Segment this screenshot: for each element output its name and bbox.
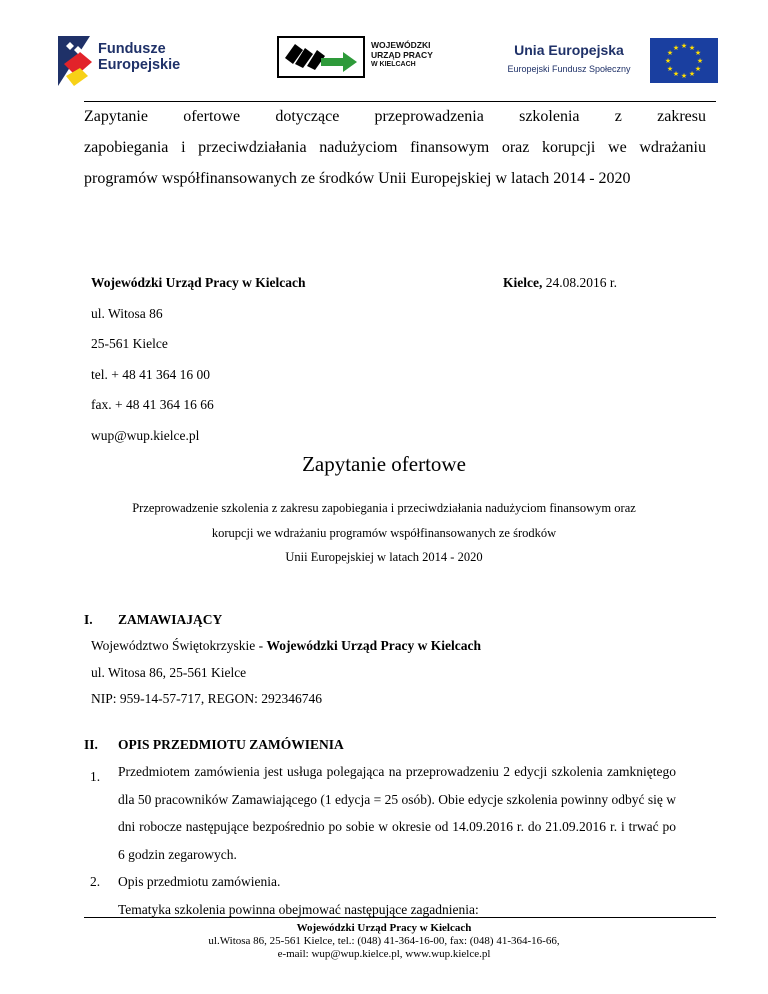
footer-line1: Wojewódzki Urząd Pracy w Kielcach bbox=[296, 922, 472, 934]
item1-text: Przedmiotem zamówienia jest usługa polegająca na przeprowadzeniu 2 edycji szkolenia zamkniętego dla 50 pracowników Zamawiającego (1 edycja = 25 osób). Obie edycje szkolenia powinny odbyć się w dni robocze następujące bezpośrednio po sobie w okresie od 14.09.2016 r. do 21.09.2016 r. i trwać po 6 godzin zegarowych. bbox=[118, 764, 676, 862]
intro-line1: Zapytanie ofertowe dotyczące przeprowadzenia szkolenia z zakresu bbox=[84, 108, 706, 125]
eu-flag-icon bbox=[650, 38, 718, 83]
svg-text:★: ★ bbox=[672, 44, 680, 52]
svg-text:★: ★ bbox=[694, 49, 702, 57]
sender-city: 25-561 Kielce bbox=[91, 336, 168, 351]
svg-text:★: ★ bbox=[680, 42, 688, 50]
fe-logo-line1: Fundusze bbox=[98, 41, 166, 57]
document-title: Zapytanie ofertowe bbox=[302, 452, 466, 476]
footer-line2: ul.Witosa 86, 25-561 Kielce, tel.: (048) 41-364-16-00, fax: (048) 41-364-16-66, bbox=[208, 935, 560, 947]
section1-line1-prefix: Województwo Świętokrzyskie - bbox=[91, 638, 267, 653]
eu-subtitle: Europejski Fundusz Społeczny bbox=[507, 64, 631, 74]
intro-paragraph bbox=[84, 101, 706, 194]
item2-line1: Opis przedmiotu zamówienia. bbox=[118, 874, 281, 889]
document-subtitle bbox=[60, 496, 708, 570]
subtitle-line1: Przeprowadzenie szkolenia z zakresu zapobiegania i przeciwdziałania nadużyciom finansowym oraz bbox=[132, 501, 636, 515]
date-place: Kielce, bbox=[503, 275, 543, 290]
fe-logo-line2: Europejskie bbox=[98, 57, 181, 73]
page-footer bbox=[0, 922, 768, 961]
intro-rest: zapobiegania i przeciwdziałania nadużyciom finansowym oraz korupcji we wdrażaniu programów współfinansowanych ze środków Unii Europejskiej w latach 2014 - 2020 bbox=[84, 139, 706, 187]
svg-text:★: ★ bbox=[666, 65, 674, 73]
eu-logo-text bbox=[488, 42, 650, 75]
wup-logo-line1: WOJEWÓDZKI bbox=[371, 40, 431, 50]
wup-emblem-icon bbox=[277, 36, 365, 86]
document-date bbox=[503, 268, 617, 299]
section2-number: II. bbox=[84, 737, 98, 752]
svg-text:★: ★ bbox=[694, 65, 702, 73]
footer-line3: e-mail: wup@wup.kielce.pl, www.wup.kielce.pl bbox=[277, 948, 491, 960]
svg-text:★: ★ bbox=[680, 72, 688, 80]
sender-tel: tel. + 48 41 364 16 00 bbox=[91, 366, 210, 382]
item1-number: 1. bbox=[90, 769, 101, 784]
svg-text:★: ★ bbox=[688, 44, 696, 52]
footer-divider bbox=[84, 917, 716, 918]
item2-number: 2. bbox=[90, 874, 101, 889]
fe-emblem-icon bbox=[56, 32, 96, 90]
section1-line2: ul. Witosa 86, 25-561 Kielce bbox=[91, 664, 247, 680]
svg-text:★: ★ bbox=[666, 49, 674, 57]
date-value: 24.08.2016 r. bbox=[542, 275, 617, 290]
section1-line3: NIP: 959-14-57-717, REGON: 292346746 bbox=[91, 691, 322, 706]
item2-text bbox=[118, 868, 676, 923]
svg-text:★: ★ bbox=[672, 70, 680, 78]
sender-fax: fax. + 48 41 364 16 66 bbox=[91, 397, 214, 412]
subtitle-line3: Unii Europejskiej w latach 2014 - 2020 bbox=[285, 550, 483, 564]
svg-text:★: ★ bbox=[696, 57, 704, 65]
section1-line1-bold: Wojewódzki Urząd Pracy w Kielcach bbox=[266, 638, 481, 653]
wup-logo-line3: W KIELCACH bbox=[371, 61, 416, 68]
fundusze-europejskie-logo bbox=[56, 32, 186, 90]
sender-email: wup@wup.kielce.pl bbox=[91, 427, 200, 443]
section1-number: I. bbox=[84, 612, 93, 627]
subtitle-line2: korupcji we wdrażaniu programów współfinansowanych ze środków bbox=[211, 525, 557, 540]
wup-logo-line2: URZĄD PRACY bbox=[371, 50, 433, 60]
sender-street: ul. Witosa 86 bbox=[91, 305, 163, 321]
svg-text:★: ★ bbox=[688, 70, 696, 78]
section1-body bbox=[91, 633, 691, 713]
item2-line2: Tematyka szkolenia powinna obejmować następujące zagadnienia: bbox=[118, 901, 479, 917]
svg-text:★: ★ bbox=[664, 57, 672, 65]
eu-title: Unia Europejska bbox=[514, 42, 624, 58]
section1-title: ZAMAWIAJĄCY bbox=[118, 612, 223, 627]
sender-name: Wojewódzki Urząd Pracy w Kielcach bbox=[91, 275, 306, 290]
section2-title: OPIS PRZEDMIOTU ZAMÓWIENIA bbox=[118, 737, 344, 752]
sender-address bbox=[91, 268, 491, 451]
wup-logo bbox=[277, 36, 437, 86]
